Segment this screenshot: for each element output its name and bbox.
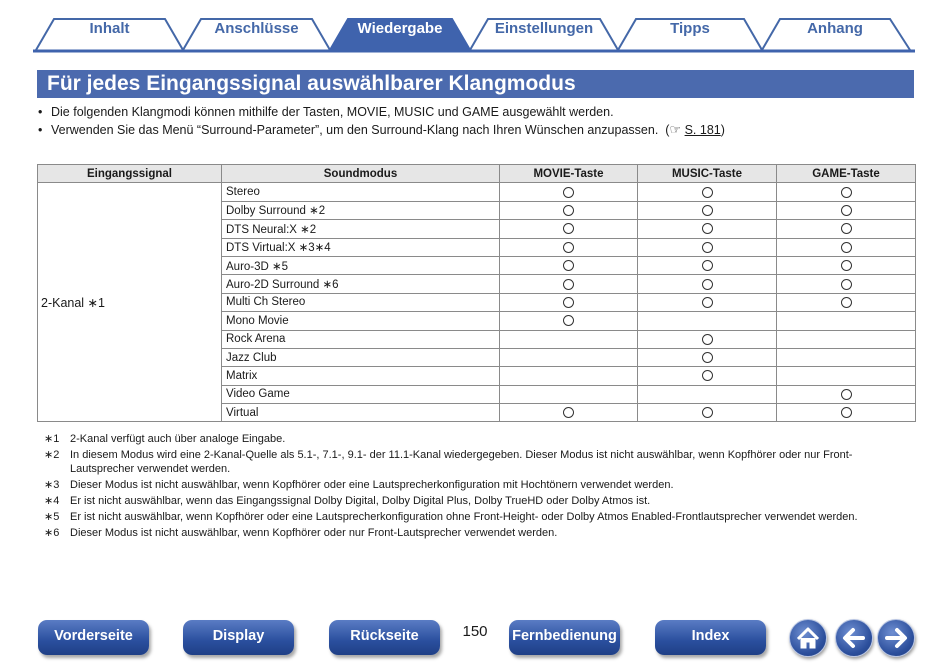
game-cell (777, 238, 916, 256)
available-circle-icon (841, 223, 852, 234)
page-title: Für jedes Eingangssignal auswählbarer Klangmodus (47, 72, 576, 95)
footnote (44, 448, 904, 476)
game-cell (777, 256, 916, 274)
table-header-row (38, 165, 916, 183)
header-movie: MOVIE-Taste (500, 165, 638, 183)
table-row (38, 183, 916, 201)
sound-mode-cell: Auro-3D ∗5 (222, 256, 500, 274)
music-cell (638, 238, 777, 256)
sound-mode-cell: Virtual (222, 404, 500, 422)
music-cell (638, 183, 777, 201)
available-circle-icon (702, 223, 713, 234)
footnote (44, 478, 904, 492)
footnote-text: Er ist nicht auswählbar, wenn das Eingangssignal Dolby Digital, Dolby Digital Plus, Dolby TrueHD oder Dolby Atmos ist. (70, 495, 651, 507)
sound-mode-table (37, 164, 916, 422)
sound-mode-cell: Video Game (222, 385, 500, 403)
music-cell (638, 275, 777, 293)
available-circle-icon (563, 407, 574, 418)
music-cell (638, 201, 777, 219)
available-circle-icon (702, 370, 713, 381)
footnote (44, 526, 904, 540)
game-cell (777, 385, 916, 403)
available-circle-icon (841, 205, 852, 216)
header-music: MUSIC-Taste (638, 165, 777, 183)
game-cell (777, 404, 916, 422)
music-cell (638, 348, 777, 366)
table-body (38, 183, 916, 422)
available-circle-icon (563, 315, 574, 326)
available-circle-icon (563, 260, 574, 271)
forward-button[interactable] (877, 619, 915, 657)
game-cell (777, 275, 916, 293)
footnote (44, 510, 904, 524)
page-reference-link[interactable] (662, 123, 725, 137)
tab-bar (0, 0, 950, 56)
ref-close: ) (720, 123, 725, 137)
movie-cell (500, 201, 638, 219)
music-cell (638, 220, 777, 238)
movie-cell (500, 293, 638, 311)
sound-mode-cell: Jazz Club (222, 348, 500, 366)
home-icon (790, 620, 826, 656)
home-button[interactable] (789, 619, 827, 657)
available-circle-icon (841, 279, 852, 290)
available-circle-icon (841, 260, 852, 271)
footnote-mark: ∗2 (44, 449, 60, 461)
available-circle-icon (702, 407, 713, 418)
bullet-item (38, 103, 918, 121)
game-cell (777, 293, 916, 311)
music-cell (638, 330, 777, 348)
footnote-mark: ∗4 (44, 495, 60, 507)
music-cell (638, 312, 777, 330)
available-circle-icon (702, 242, 713, 253)
footnote (44, 432, 904, 446)
nav-front-button[interactable]: Vorderseite (38, 620, 149, 655)
movie-cell (500, 183, 638, 201)
ref-page: S. 181 (684, 123, 721, 137)
sound-mode-cell: Auro-2D Surround ∗6 (222, 275, 500, 293)
intro-bullets (38, 103, 918, 139)
footnote-text: Dieser Modus ist nicht auswählbar, wenn Kopfhörer oder nur Front-Lautsprecher verwendet werden. (70, 527, 558, 539)
available-circle-icon (702, 205, 713, 216)
nav-display-button[interactable]: Display (183, 620, 294, 655)
available-circle-icon (563, 297, 574, 308)
movie-cell (500, 256, 638, 274)
sound-mode-cell: Stereo (222, 183, 500, 201)
sound-mode-cell: Multi Ch Stereo (222, 293, 500, 311)
sound-mode-cell: Rock Arena (222, 330, 500, 348)
music-cell (638, 256, 777, 274)
available-circle-icon (702, 297, 713, 308)
nav-index-button[interactable]: Index (655, 620, 766, 655)
sound-mode-cell: Mono Movie (222, 312, 500, 330)
bullet-text: Die folgenden Klangmodi können mithilfe der Tasten, MOVIE, MUSIC und GAME ausgewählt werden. (51, 105, 614, 119)
game-cell (777, 183, 916, 201)
footnote-text: Er ist nicht auswählbar, wenn Kopfhörer oder eine Lautsprecherkonfiguration ohne Front-Height- oder Dolby Atmos Enabled-Frontlautsprecher verwendet werden. (70, 511, 858, 523)
header-game: GAME-Taste (777, 165, 916, 183)
tab-anhang[interactable]: Anhang (807, 20, 863, 37)
nav-remote-button[interactable]: Fernbedienung (509, 620, 620, 655)
header-sound-mode: Soundmodus (222, 165, 500, 183)
tab-einstellungen[interactable]: Einstellungen (494, 20, 594, 37)
back-button[interactable] (835, 619, 873, 657)
available-circle-icon (563, 205, 574, 216)
available-circle-icon (841, 407, 852, 418)
tab-wiedergabe[interactable]: Wiedergabe (357, 20, 443, 37)
movie-cell (500, 385, 638, 403)
sound-mode-cell: Matrix (222, 367, 500, 385)
available-circle-icon (702, 334, 713, 345)
movie-cell (500, 367, 638, 385)
available-circle-icon (841, 242, 852, 253)
title-bar (37, 70, 914, 98)
music-cell (638, 367, 777, 385)
available-circle-icon (563, 242, 574, 253)
game-cell (777, 330, 916, 348)
available-circle-icon (563, 223, 574, 234)
ref-open: ( (665, 123, 670, 137)
footnote-text: In diesem Modus wird eine 2-Kanal-Quelle als 5.1-, 7.1-, 9.1- der 11.1-Kanal wiedergegeben. Dieser Modus ist nicht auswählbar, wenn Kopfhörer oder nur Front-Lautsprecher verwendet werden. (70, 449, 853, 475)
bullet-text: Verwenden Sie das Menü “Surround-Parameter”, um den Surround-Klang nach Ihren Wünschen anzupassen. (51, 123, 659, 137)
movie-cell (500, 220, 638, 238)
available-circle-icon (841, 297, 852, 308)
movie-cell (500, 330, 638, 348)
movie-cell (500, 312, 638, 330)
header-input-signal: Eingangssignal (38, 165, 222, 183)
available-circle-icon (702, 279, 713, 290)
footnote (44, 494, 904, 508)
footnote-mark: ∗6 (44, 527, 60, 539)
game-cell (777, 201, 916, 219)
movie-cell (500, 275, 638, 293)
nav-rear-button[interactable]: Rückseite (329, 620, 440, 655)
footnote-text: Dieser Modus ist nicht auswählbar, wenn Kopfhörer oder eine Lautsprecherkonfiguration mit Hochtönern verwendet werden. (70, 479, 674, 491)
movie-cell (500, 404, 638, 422)
game-cell (777, 220, 916, 238)
available-circle-icon (841, 187, 852, 198)
footnote-mark: ∗5 (44, 511, 60, 523)
movie-cell (500, 238, 638, 256)
game-cell (777, 367, 916, 385)
music-cell (638, 404, 777, 422)
game-cell (777, 348, 916, 366)
tab-inhalt[interactable]: Inhalt (89, 20, 130, 37)
input-signal-cell: 2-Kanal ∗1 (38, 183, 222, 422)
available-circle-icon (841, 389, 852, 400)
arrow-right-icon (878, 620, 914, 656)
available-circle-icon (563, 187, 574, 198)
footnote-text: 2-Kanal verfügt auch über analoge Eingabe. (70, 433, 286, 445)
sound-mode-cell: Dolby Surround ∗2 (222, 201, 500, 219)
tab-tipps[interactable]: Tipps (670, 20, 710, 37)
page-number: 150 (462, 623, 488, 640)
music-cell (638, 385, 777, 403)
game-cell (777, 312, 916, 330)
sound-mode-cell: DTS Virtual:X ∗3∗4 (222, 238, 500, 256)
footnote-mark: ∗1 (44, 433, 60, 445)
footnotes (44, 432, 904, 542)
movie-cell (500, 348, 638, 366)
tab-anschluesse[interactable]: Anschlüsse (214, 20, 299, 37)
bullet-item (38, 121, 918, 139)
music-cell (638, 293, 777, 311)
arrow-left-icon (836, 620, 872, 656)
sound-mode-cell: DTS Neural:X ∗2 (222, 220, 500, 238)
available-circle-icon (702, 260, 713, 271)
footnote-mark: ∗3 (44, 479, 60, 491)
available-circle-icon (702, 352, 713, 363)
pointing-hand-icon: ☞ (669, 122, 682, 137)
available-circle-icon (563, 279, 574, 290)
available-circle-icon (702, 187, 713, 198)
